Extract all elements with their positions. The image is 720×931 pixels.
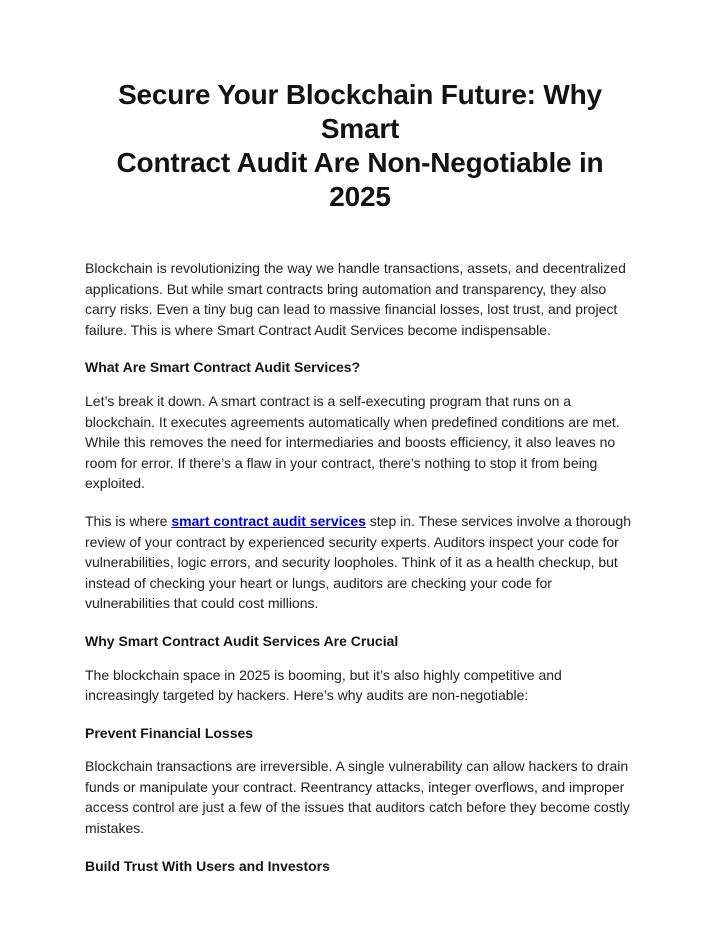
document-title-line-2: Contract Audit Are Non-Negotiable in 2025 (116, 147, 604, 212)
paragraph-blockchain-space-2025: The blockchain space in 2025 is booming, but it’s also highly competitive and increasingly targeted by hackers. Here’s why audits are non-negotiable: (85, 666, 562, 704)
section-heading-build-trust: Build Trust With Users and Investors (85, 857, 330, 874)
smart-contract-audit-services-link[interactable]: smart contract audit services (171, 512, 366, 529)
paragraph-smart-contract-definition: Let’s break it down. A smart contract is a self-executing program that runs on a blockchain. It executes agreements automatically when predefined conditions are met. While this removes the need for intermediaries and boosts efficiency, it also leaves no room for error. If there’s a flaw in your contract, there’s nothing to stop it from being exploited. (85, 392, 620, 492)
section-heading-prevent-financial-losses: Prevent Financial Losses (85, 724, 254, 741)
document-title-line-1: Secure Your Blockchain Future: Why Smart (118, 79, 602, 144)
section-heading-why-crucial: Why Smart Contract Audit Services Are Crucial (85, 632, 399, 649)
link-paragraph-after-text: step in. These services involve a thorough review of your contract by experienced security experts. Auditors inspect your code for vulnerabilities, logic errors, and security loopholes. Think of it as a health checkup, but instead of checking your heart or lungs, auditors are checking your code for vulnerabilities that could cost millions. (85, 512, 632, 612)
document-title (85, 78, 635, 214)
paragraph-irreversible-transactions: Blockchain transactions are irreversible. A single vulnerability can allow hackers to drain funds or manipulate your contract. Reentrancy attacks, integer overflows, and improper access control are just a few of the issues that auditors catch before they become costly mistakes. (85, 758, 630, 837)
document-body (85, 258, 635, 876)
paragraph-audit-services-link (85, 511, 635, 614)
paragraph-intro: Blockchain is revolutionizing the way we handle transactions, assets, and decentralized applications. But while smart contracts bring automation and transparency, they also carry risks. Even a tiny bug can lead to massive financial losses, lost trust, and project failure. This is where Smart Contract Audit Services become indispensable. (85, 260, 626, 338)
link-paragraph-before-text: This is where (85, 512, 172, 529)
section-heading-what-are-audit-services: What Are Smart Contract Audit Services? (85, 359, 361, 376)
